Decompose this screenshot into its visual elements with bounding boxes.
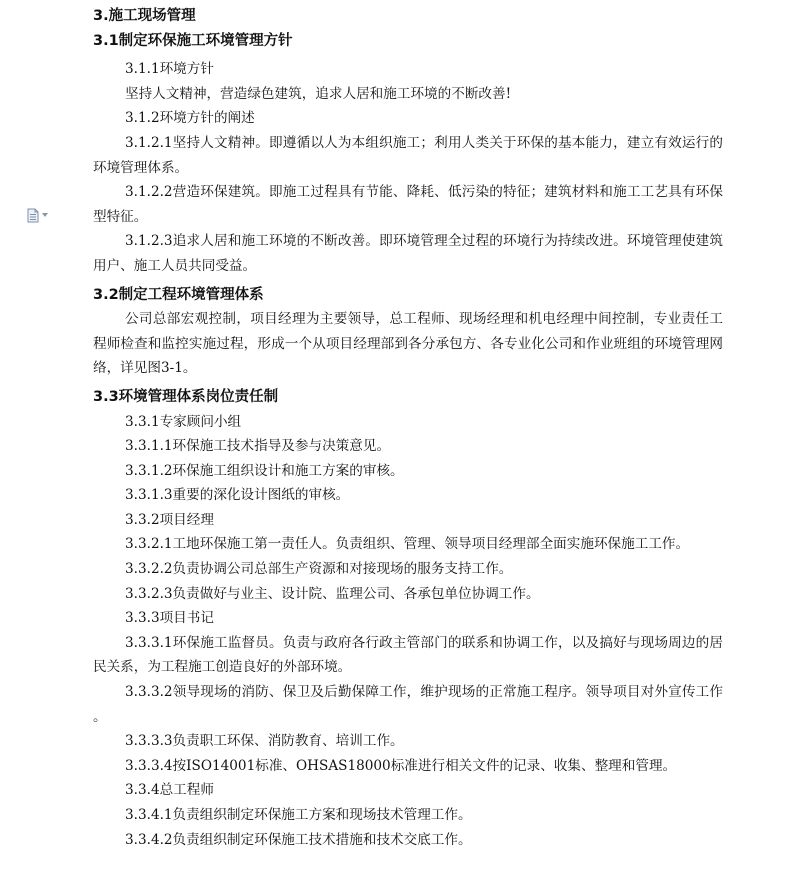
paragraph: 坚持人文精神，营造绿色建筑，追求人居和施工环境的不断改善! [125,85,512,102]
paragraph: 3.1.2.3追求人居和施工环境的不断改善。即环境管理全过程的环境行为持续改进。环境管理使建筑用户、施工人员共同受益。 [93,233,723,274]
paragraph: 3.3.4.1负责组织制定环保施工方案和现场技术管理工作。 [125,807,472,823]
document-icon [27,208,39,223]
paragraph: 3.3.1专家顾问小组 [125,413,242,430]
subsection-heading: 3.2制定工程环境管理体系 [93,286,264,303]
paragraph: 3.1.2.1坚持人文精神。即遵循以人为本组织施工；利用人类关于环保的基本能力，建立有效运行的环境管理体系。 [93,134,723,176]
paragraph: 3.3.3.1环保施工监督员。负责与政府各行政主管部门的联系和协调工作，以及搞好与现场周边的居民关系，为工程施工创造良好的外部环境。 [93,634,723,676]
paragraph: 3.1.2.2营造环保建筑。即施工过程具有节能、降耗、低污染的特征；建筑材料和施工工艺具有环保型特征。 [93,184,723,225]
paragraph: 3.3.1.3重要的深化设计图纸的审核。 [125,487,350,504]
paragraph: 3.3.2.3负责做好与业主、设计院、监理公司、各承包单位协调工作。 [125,585,540,602]
subsection-heading: 3.3环境管理体系岗位责任制 [93,388,279,405]
paragraph: 3.1.1环境方针 [125,61,214,78]
paragraph: 3.3.4.2负责组织制定环保施工技术措施和技术交底工作。 [125,831,472,848]
section-heading: 3.施工现场管理 [93,8,196,24]
paragraph: 3.3.3.3负责职工环保、消防教育、培训工作。 [125,733,404,750]
paragraph: 3.3.3.4按ISO14001标准、OHSAS18000标准进行相关文件的记录、收集、整理和管理。 [125,757,677,774]
paragraph: 公司总部宏观控制，项目经理为主要领导，总工程师、现场经理和机电经理中间控制，专业责任工程师检查和监控实施过程，形成一个从项目经理部到各分承包方、各专业化公司和作业班组的环境管理网络，详见图3-1。 [93,311,723,377]
subsection-heading: 3.1制定环保施工环境管理方针 [93,32,293,49]
paragraph: 3.3.3项目书记 [125,610,214,627]
paragraph: 3.1.2环境方针的阐述 [125,110,255,127]
paragraph: 3.3.3.2领导现场的消防、保卫及后勤保障工作，维护现场的正常施工程序。领导项目对外宣传工作 。 [93,684,723,725]
paragraph: 3.3.1.2环保施工组织设计和施工方案的审核。 [125,462,404,479]
document-body [93,4,723,852]
paragraph-menu-button[interactable] [27,207,53,223]
paragraph: 3.3.1.1环保施工技术指导及参与决策意见。 [125,438,391,455]
paragraph: 3.3.2项目经理 [125,511,214,528]
chevron-down-icon [42,213,48,217]
paragraph: 3.3.2.1工地环保施工第一责任人。负责组织、管理、领导项目经理部全面实施环保施工工作。 [125,536,690,553]
paragraph: 3.3.2.2负责协调公司总部生产资源和对接现场的服务支持工作。 [125,561,513,578]
paragraph: 3.3.4总工程师 [125,782,214,799]
